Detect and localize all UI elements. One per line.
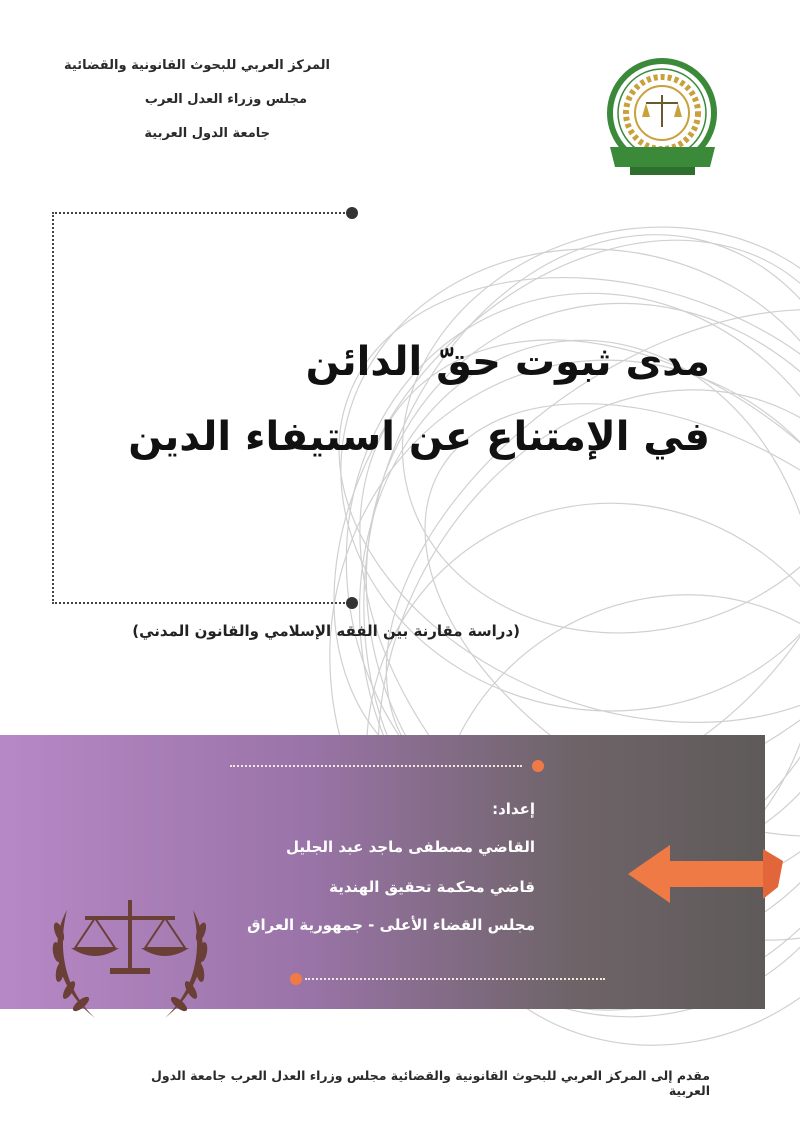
band-dotted-line-bottom	[305, 978, 605, 980]
band-dot-bottom	[290, 973, 302, 985]
arrow-left-icon	[628, 843, 783, 905]
arab-center-logo-icon	[600, 55, 725, 185]
frame-dot-bottom	[346, 597, 358, 609]
frame-left-border	[52, 212, 54, 604]
title-line-2: في الإمتناع عن استيفاء الدين	[128, 414, 710, 460]
scales-of-justice-icon	[45, 880, 215, 1025]
frame-top-border	[52, 212, 352, 214]
author-position: قاضي محكمة تحقيق الهندية	[329, 878, 535, 896]
frame-bottom-border	[52, 602, 352, 604]
frame-dot-top	[346, 207, 358, 219]
author-council: مجلس القضاء الأعلى - جمهورية العراق	[247, 916, 535, 934]
author-name: القاضي مصطفى ماجد عبد الجليل	[285, 838, 535, 856]
header-line-center: المركز العربي للبحوث القانونية والقضائية	[64, 58, 330, 73]
band-dotted-line-top	[230, 765, 522, 767]
band-dot-top	[532, 760, 544, 772]
title-line-1: مدى ثبوت حقّ الدائن	[305, 339, 710, 385]
footer-submission-note: مقدم إلى المركز العربي للبحوث القانونية والقضائية مجلس وزراء العدل العرب جامعة الدول العربية	[150, 1068, 710, 1098]
prepared-by-label: إعداد:	[492, 800, 535, 818]
subtitle: (دراسة مقارنة بين الفقه الإسلامي والقانون المدني)	[132, 622, 520, 640]
header-line-council: مجلس وزراء العدل العرب	[144, 92, 307, 107]
header-line-league: جامعة الدول العربية	[144, 126, 270, 141]
